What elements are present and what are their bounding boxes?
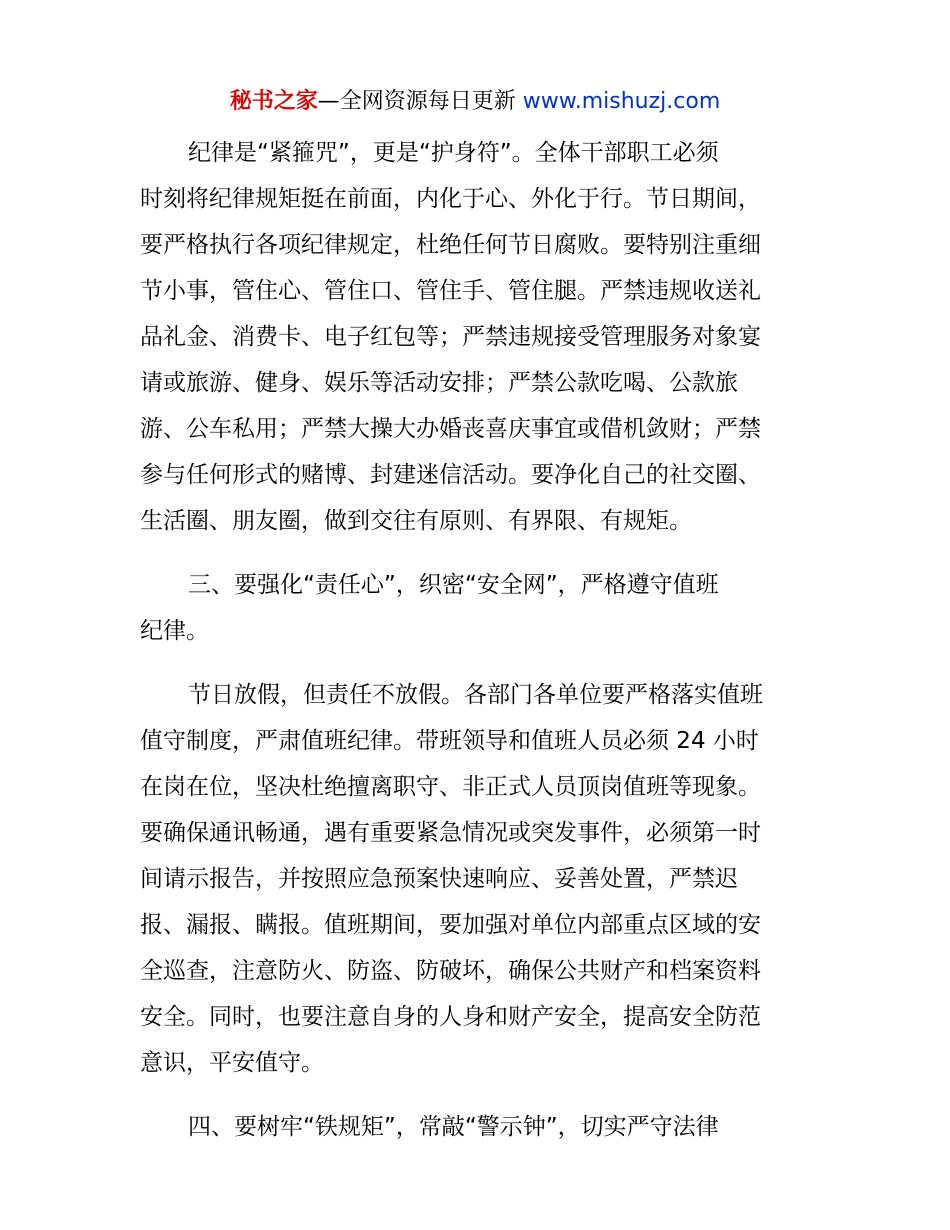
- paragraph: [140, 672, 812, 1086]
- text-line: 节日放假，但责任不放假。各部门各单位要严格落实值班: [188, 682, 763, 708]
- paragraph: [140, 130, 812, 544]
- site-url-link[interactable]: www.mishuzj.com: [522, 89, 721, 114]
- text-line: 生活圈、朋友圈，做到交往有原则、有界限、有规矩。: [140, 508, 692, 534]
- text-line: 节小事，管住心、管住口、管住手、管住腿。严禁违规收送礼: [140, 278, 761, 304]
- text-line: 请或旅游、健身、娱乐等活动安排；严禁公款吃喝、公款旅: [140, 370, 738, 396]
- text-line: 在岗在位，坚决杜绝擅离职守、非正式人员顶岗值班等现象。: [140, 774, 761, 800]
- text-line: 三、要强化“责任心”，织密“安全网”，严格遵守值班: [188, 572, 719, 598]
- text-line: 纪律是“紧箍咒”，更是“护身符”。全体干部职工必须: [188, 140, 719, 166]
- text-line: 四、要树牢“铁规矩”，常敲“警示钟”，切实严守法律: [188, 1114, 719, 1140]
- text-line: 要确保通讯畅通，遇有重要紧急情况或突发事件，必须第一时: [140, 820, 761, 846]
- text-line: 安全。同时，也要注意自身的人身和财产安全，提高安全防范: [140, 1004, 761, 1030]
- document-body: [140, 130, 812, 1150]
- text-line: 时刻将纪律规矩挺在前面，内化于心、外化于行。节日期间，: [140, 186, 761, 212]
- text-line: 间请示报告，并按照应急预案快速响应、妥善处置，严禁迟: [140, 866, 738, 892]
- text-line: 参与任何形式的赌博、封建迷信活动。要净化自己的社交圈、: [140, 462, 761, 488]
- text-line: 值守制度，严肃值班纪律。带班领导和值班人员必须 24 小时: [140, 728, 759, 754]
- section-heading: [140, 1104, 812, 1150]
- text-line: 意识，平安值守。: [140, 1050, 324, 1076]
- text-line: 游、公车私用；严禁大操大办婚丧喜庆事宜或借机敛财；严禁: [140, 416, 761, 442]
- text-line: 纪律。: [140, 618, 209, 644]
- site-brand: 秘书之家: [229, 89, 318, 114]
- site-tagline: —全网资源每日更新: [317, 89, 516, 114]
- site-header: [0, 86, 950, 118]
- text-line: 全巡查，注意防火、防盗、防破坏，确保公共财产和档案资料: [140, 958, 761, 984]
- text-line: 报、漏报、瞒报。值班期间，要加强对单位内部重点区域的安: [140, 912, 761, 938]
- section-heading: [140, 562, 812, 654]
- text-line: 要严格执行各项纪律规定，杜绝任何节日腐败。要特别注重细: [140, 232, 761, 258]
- text-line: 品礼金、消费卡、电子红包等；严禁违规接受管理服务对象宴: [140, 324, 761, 350]
